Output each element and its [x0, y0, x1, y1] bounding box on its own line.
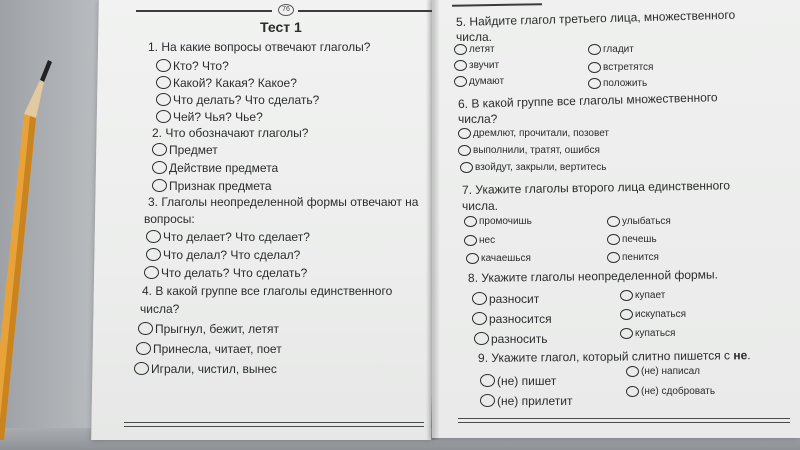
pencil-body-shade	[0, 116, 36, 440]
footer-rule-right	[458, 418, 790, 419]
radio-circle-icon[interactable]	[464, 216, 477, 227]
pencil	[0, 60, 70, 440]
q3-option-2[interactable]: Что делал? Что сделал?	[146, 248, 300, 261]
radio-circle-icon[interactable]	[472, 292, 487, 305]
q9-option-2[interactable]: (не) прилетит	[480, 394, 572, 407]
radio-circle-icon[interactable]	[454, 44, 467, 55]
radio-circle-icon[interactable]	[474, 332, 489, 345]
question-9-bold-word: не	[733, 348, 748, 363]
q9-option-1[interactable]: (не) пишет	[480, 374, 556, 387]
q8-option-3[interactable]: разносить	[474, 332, 547, 345]
radio-circle-icon[interactable]	[480, 374, 495, 387]
question-5: 5. Найдите глагол третьего лица, множественного	[455, 7, 736, 29]
radio-circle-icon[interactable]	[626, 366, 639, 377]
q5-option-5[interactable]: встретятся	[588, 62, 653, 73]
footer-rule-right-2	[458, 422, 790, 423]
radio-circle-icon[interactable]	[454, 76, 467, 87]
page-number: 76	[278, 4, 294, 16]
q7-option-6[interactable]: пенится	[607, 252, 659, 263]
radio-circle-icon[interactable]	[588, 62, 601, 73]
radio-circle-icon[interactable]	[454, 60, 467, 71]
book-spine	[426, 0, 440, 440]
radio-circle-icon[interactable]	[146, 230, 161, 243]
q7-option-4[interactable]: улыбаться	[607, 216, 671, 227]
footer-rule-left	[124, 422, 424, 423]
q6-option-3[interactable]: взойдут, закрыли, вертитесь	[460, 162, 606, 173]
question-1: 1. На какие вопросы отвечают глаголы?	[148, 40, 371, 54]
question-3-continued: вопросы:	[144, 212, 195, 226]
q8-option-5[interactable]: искупаться	[620, 309, 686, 320]
radio-circle-icon[interactable]	[458, 145, 471, 156]
pencil-wood-tip	[24, 80, 44, 118]
radio-circle-icon[interactable]	[588, 78, 601, 89]
radio-circle-icon[interactable]	[466, 253, 479, 264]
q5-option-2[interactable]: звучит	[454, 60, 499, 71]
radio-circle-icon[interactable]	[588, 44, 601, 55]
radio-circle-icon[interactable]	[136, 342, 151, 355]
q1-option-4[interactable]: Чей? Чья? Чье?	[156, 110, 263, 123]
question-9: 9. Укажите глагол, который слитно пишется с не.	[477, 348, 751, 365]
question-5-continued: числа.	[456, 30, 492, 44]
q9-option-3[interactable]: (не) написал	[626, 366, 700, 377]
pencil-lead	[40, 60, 52, 82]
q7-option-3[interactable]: качаешься	[466, 253, 531, 264]
radio-circle-icon[interactable]	[480, 394, 495, 407]
test-title: Тест 1	[260, 19, 302, 35]
q5-option-1[interactable]: летят	[454, 44, 495, 55]
q5-option-4[interactable]: гладит	[588, 44, 634, 55]
q3-option-1[interactable]: Что делает? Что сделает?	[146, 230, 310, 243]
q9-option-4[interactable]: (не) сдобровать	[626, 386, 715, 397]
question-4-continued: числа?	[140, 302, 180, 316]
radio-circle-icon[interactable]	[146, 248, 161, 261]
question-3: 3. Глаголы неопределенной формы отвечают на	[148, 195, 419, 209]
radio-circle-icon[interactable]	[620, 328, 633, 339]
radio-circle-icon[interactable]	[607, 216, 620, 227]
q7-option-2[interactable]: нес	[464, 235, 495, 246]
q6-option-1[interactable]: дремлют, прочитали, позовет	[458, 128, 609, 139]
radio-circle-icon[interactable]	[464, 235, 477, 246]
question-8: 8. Укажите глаголы неопределенной формы.	[467, 267, 718, 285]
radio-circle-icon[interactable]	[607, 234, 620, 245]
q8-option-6[interactable]: купаться	[620, 328, 675, 339]
radio-circle-icon[interactable]	[156, 59, 171, 72]
q8-option-2[interactable]: разносится	[472, 312, 552, 325]
question-7: 7. Укажите глаголы второго лица единственного	[461, 178, 731, 197]
radio-circle-icon[interactable]	[472, 312, 487, 325]
q4-option-3[interactable]: Играли, чистил, вынес	[134, 362, 277, 375]
footer-rule-left-2	[124, 426, 424, 427]
radio-circle-icon[interactable]	[620, 290, 633, 301]
radio-circle-icon[interactable]	[458, 128, 471, 139]
q7-option-5[interactable]: печешь	[607, 234, 657, 245]
q4-option-2[interactable]: Принесла, читает, поет	[136, 342, 282, 355]
radio-circle-icon[interactable]	[460, 162, 473, 173]
radio-circle-icon[interactable]	[156, 93, 171, 106]
q1-option-2[interactable]: Какой? Какая? Какое?	[156, 76, 297, 89]
q6-option-2[interactable]: выполнили, тратят, ошибся	[458, 145, 600, 156]
radio-circle-icon[interactable]	[156, 110, 171, 123]
radio-circle-icon[interactable]	[626, 386, 639, 397]
question-6-continued: числа?	[458, 112, 498, 126]
radio-circle-icon[interactable]	[156, 76, 171, 89]
q2-option-2[interactable]: Действие предмета	[152, 161, 278, 174]
radio-circle-icon[interactable]	[152, 179, 167, 192]
header-rule-right	[298, 10, 432, 12]
radio-circle-icon[interactable]	[607, 252, 620, 263]
radio-circle-icon[interactable]	[152, 143, 167, 156]
radio-circle-icon[interactable]	[138, 322, 153, 335]
q8-option-4[interactable]: купает	[620, 290, 665, 301]
q4-option-1[interactable]: Прыгнул, бежит, летят	[138, 322, 279, 335]
q1-option-1[interactable]: Кто? Что?	[156, 59, 229, 72]
q7-option-1[interactable]: промочишь	[464, 216, 532, 227]
q3-option-3[interactable]: Что делать? Что сделать?	[144, 266, 307, 279]
question-2: 2. Что обозначают глаголы?	[152, 126, 309, 140]
q2-option-3[interactable]: Признак предмета	[152, 179, 272, 192]
q1-option-3[interactable]: Что делать? Что сделать?	[156, 93, 319, 106]
header-rule-left	[136, 10, 272, 12]
q8-option-1[interactable]: разносит	[472, 292, 539, 305]
question-4: 4. В какой группе все глаголы единственного	[142, 284, 393, 298]
question-6: 6. В какой группе все глаголы множественного	[457, 90, 718, 111]
radio-circle-icon[interactable]	[144, 266, 159, 279]
q5-option-3[interactable]: думают	[454, 76, 504, 87]
question-7-continued: числа.	[462, 199, 498, 213]
radio-circle-icon[interactable]	[152, 161, 167, 174]
q2-option-1[interactable]: Предмет	[152, 143, 218, 156]
radio-circle-icon[interactable]	[620, 309, 633, 320]
radio-circle-icon[interactable]	[134, 362, 149, 375]
q5-option-6[interactable]: положить	[588, 78, 647, 89]
